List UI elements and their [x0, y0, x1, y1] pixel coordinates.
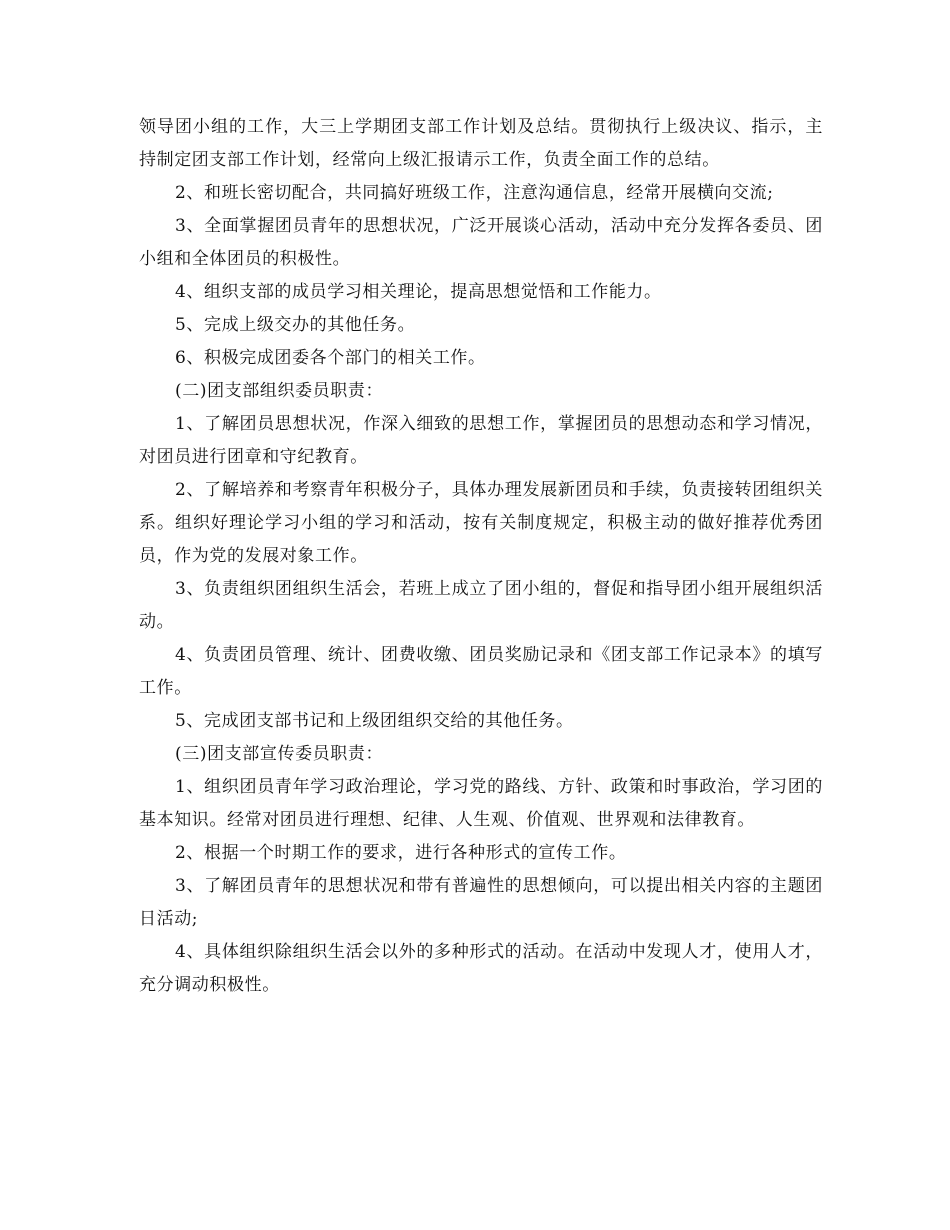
section-heading: (二)团支部组织委员职责： — [175, 381, 384, 401]
paragraph: 1、了解团员思想状况，作深入细致的思想工作，掌握团员的思想动态和学习情况，对团员进行团章和守纪教育。 — [139, 414, 823, 467]
paragraph: 5、完成团支部书记和上级团组织交给的其他任务。 — [175, 711, 574, 731]
paragraph: 4、负责团员管理、统计、团费收缴、团员奖励记录和《团支部工作记录本》的填写工作。 — [139, 645, 823, 698]
paragraph: 1、组织团员青年学习政治理论，学习党的路线、方针、政策和时事政治，学习团的基本知识。经常对团员进行理想、纪律、人生观、价值观、世界观和法律教育。 — [139, 777, 823, 830]
paragraph: 2、根据一个时期工作的要求，进行各种形式的宣传工作。 — [175, 843, 627, 863]
paragraph: 3、负责组织团组织生活会，若班上成立了团小组的，督促和指导团小组开展组织活动。 — [139, 579, 823, 632]
paragraph: 5、完成上级交办的其他任务。 — [175, 315, 416, 335]
paragraph: 领导团小组的工作，大三上学期团支部工作计划及总结。贯彻执行上级决议、指示，主持制定团支部工作计划，经常向上级汇报请示工作，负责全面工作的总结。 — [139, 117, 823, 170]
paragraph: 3、全面掌握团员青年的思想状况，广泛开展谈心活动，活动中充分发挥各委员、团小组和全体团员的积极性。 — [139, 216, 823, 269]
paragraph: 6、积极完成团委各个部门的相关工作。 — [175, 348, 486, 368]
document-body — [139, 111, 823, 1002]
paragraph: 2、了解培养和考察青年积极分子，具体办理发展新团员和手续，负责接转团组织关系。组织好理论学习小组的学习和活动，按有关制度规定，积极主动的做好推荐优秀团员，作为党的发展对象工作。 — [139, 480, 823, 566]
paragraph: 3、了解团员青年的思想状况和带有普遍性的思想倾向，可以提出相关内容的主题团日活动; — [139, 876, 823, 929]
paragraph: 4、组织支部的成员学习相关理论，提高思想觉悟和工作能力。 — [175, 282, 662, 302]
section-heading: (三)团支部宣传委员职责： — [175, 744, 384, 764]
paragraph: 2、和班长密切配合，共同搞好班级工作，注意沟通信息，经常开展横向交流; — [175, 183, 774, 203]
paragraph: 4、具体组织除组织生活会以外的多种形式的活动。在活动中发现人才，使用人才，充分调动积极性。 — [139, 942, 823, 995]
